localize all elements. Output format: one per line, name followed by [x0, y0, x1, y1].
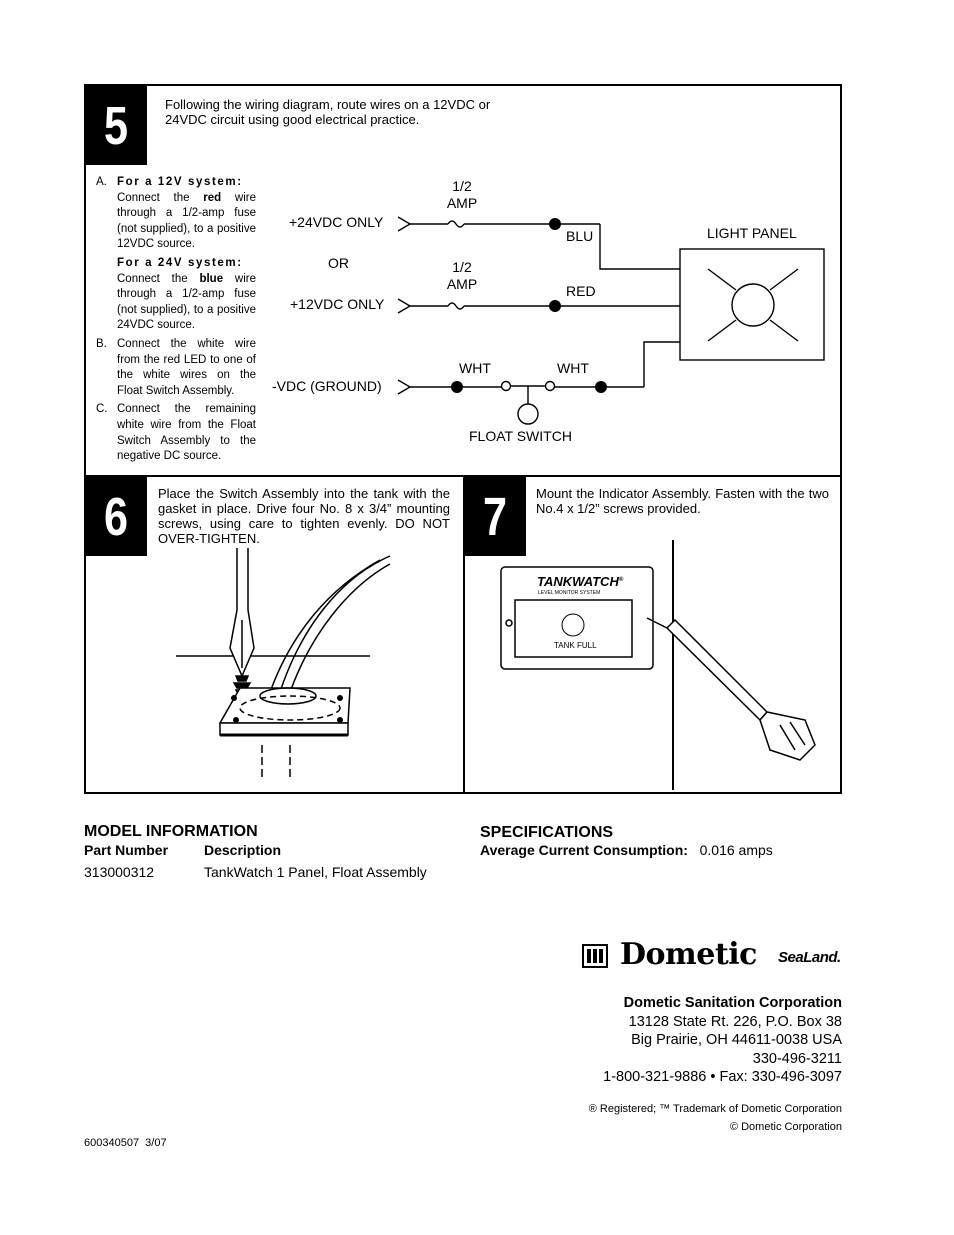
dometic-wordmark: Dometic: [620, 937, 757, 972]
fuse-2-top-label: 1/2: [452, 259, 472, 275]
input-arrow-24v: [398, 217, 410, 231]
panel-led: [562, 614, 584, 636]
junction-dot-wht-right: [595, 381, 607, 393]
instruction-text-24v: Connect the blue wire through a 1/2-amp fuse (not supplied), to a positive 24VDC source.: [117, 272, 256, 332]
switch-contact-left: [502, 382, 511, 391]
part-number-value: 313000312: [84, 864, 155, 880]
spec-row: [480, 842, 773, 858]
company-address: [603, 994, 842, 1087]
input-arrow-12v: [398, 299, 410, 313]
instruction-text-c: Connect the remaining white wire from the Float Switch Assembly to the negative DC source.: [117, 403, 256, 463]
step-number-5: 5: [86, 86, 147, 165]
step-5-text: Following the wiring diagram, route wires on a 12VDC or 24VDC circuit using good electrical practice.: [165, 97, 491, 127]
sealand-wordmark: SeaLand.: [778, 949, 841, 966]
specifications-title: SPECIFICATIONS: [480, 824, 614, 841]
input-arrow-ground: [398, 380, 410, 394]
company-name: Dometic Sanitation Corporation: [623, 995, 842, 1011]
fuse-2-bottom-label: AMP: [446, 276, 478, 292]
fuse-1-bottom-label: AMP: [446, 195, 478, 211]
instruction-text-12v: Connect the red wire through a 1/2-amp fuse (not supplied), to a positive 12VDC source.: [117, 191, 256, 251]
switch-install-illustration: [150, 548, 450, 788]
instruction-letter: A.: [96, 176, 107, 188]
fuse-symbol-2: [448, 303, 464, 309]
phone-line: 330-496-3211: [752, 1050, 842, 1067]
description-value: TankWatch 1 Panel, Float Assembly: [204, 864, 427, 880]
float-switch-symbol: [518, 404, 538, 424]
instruction-heading-24v: For a 24V system:: [117, 256, 243, 269]
source-12v-label: +12VDC ONLY: [290, 296, 385, 312]
step-6-text: Place the Switch Assembly into the tank with the gasket in place. Drive four No. 8 x 3/4” mounting screws, using care to tighten evenly. DO NOT OVER-TIGHTEN.: [158, 486, 450, 546]
panel-indicator-text: TANK FULL: [554, 641, 597, 650]
part-number-header: Part Number: [84, 842, 169, 858]
wire-label-wht-right: WHT: [557, 360, 589, 376]
junction-dot-red: [549, 300, 561, 312]
wire-label-red: RED: [566, 283, 596, 299]
or-label: OR: [328, 255, 349, 271]
model-info-title: MODEL INFORMATION: [84, 823, 258, 840]
fuse-symbol-1: [448, 221, 464, 227]
wiring-diagram: [0, 0, 954, 480]
junction-dot-wht-left: [451, 381, 463, 393]
wire-label-blu: BLU: [566, 228, 594, 244]
description-header: Description: [204, 842, 282, 858]
instruction-letter: C.: [96, 403, 108, 416]
source-24v-label: +24VDC ONLY: [289, 214, 384, 230]
indicator-mount-illustration: [495, 540, 840, 790]
step-number-6: 6: [86, 477, 147, 556]
light-panel-box: [680, 249, 824, 360]
instruction-letter: B.: [96, 337, 107, 350]
phone-fax-line: 1-800-321-9886 • Fax: 330-496-3097: [603, 1069, 842, 1085]
light-panel-lamp: [732, 284, 774, 326]
instruction-heading-12v: For a 12V system:: [117, 176, 243, 188]
copyright-note: © Dometic Corporation: [729, 1121, 842, 1133]
wire-label-wht-left: WHT: [459, 360, 491, 376]
dometic-logo-mark-icon: [582, 944, 608, 968]
spec-label: Average Current Consumption:: [480, 842, 688, 858]
ground-label: -VDC (GROUND): [272, 378, 382, 394]
panel-brand-text: TANKWATCH®: [537, 574, 624, 589]
step-number-7: 7: [465, 477, 526, 556]
address-line-2: Big Prairie, OH 44611-0038 USA: [631, 1032, 842, 1048]
trademark-note: ® Registered; ™ Trademark of Dometic Corporation: [588, 1103, 842, 1115]
instruction-text-b: Connect the white wire from the red LED to one of the white wires on the Float Switch Assembly.: [117, 337, 256, 397]
panel-subtitle-text: LEVEL MONITOR SYSTEM: [538, 590, 601, 596]
light-panel-label: LIGHT PANEL: [707, 225, 797, 241]
step-7-text: Mount the Indicator Assembly. Fasten with the two No.4 x 1/2” screws provided.: [536, 486, 829, 516]
switch-contact-right: [546, 382, 555, 391]
document-number: 600340507 3/07: [84, 1137, 167, 1149]
float-switch-label: FLOAT SWITCH: [469, 428, 572, 444]
spec-value: 0.016 amps: [699, 842, 773, 858]
dometic-logo: [582, 937, 844, 972]
fuse-1-top-label: 1/2: [452, 178, 472, 194]
address-line-1: 13128 State Rt. 226, P.O. Box 38: [628, 1013, 842, 1030]
junction-dot-blu: [549, 218, 561, 230]
